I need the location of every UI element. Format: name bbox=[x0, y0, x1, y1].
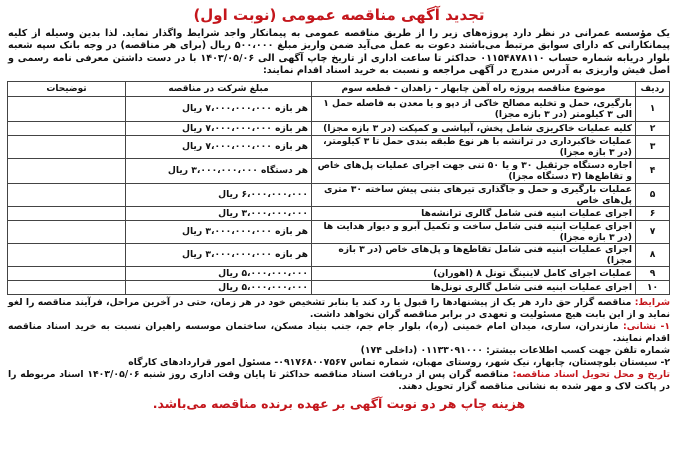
table-header-row bbox=[8, 81, 670, 96]
row-subject: اجرای عملیات ابنیه فنی شامل تقاطع‌ها و پل‌های خاص (در ۳ بازه مجزا) bbox=[312, 243, 636, 266]
table-row bbox=[8, 206, 670, 220]
row-notes bbox=[8, 280, 126, 294]
notice-title: تجدید آگهی مناقصه عمومی (نوبت اول) bbox=[193, 6, 485, 24]
table-row bbox=[8, 135, 670, 158]
row-subject: اجرای عملیات ابنیه فنی شامل گالری تونل‌ها bbox=[312, 280, 636, 294]
row-notes bbox=[8, 206, 126, 220]
row-notes bbox=[8, 121, 126, 135]
row-amount: ۵،۰۰۰،۰۰۰،۰۰۰ ریال bbox=[126, 266, 312, 280]
row-number: ۶ bbox=[636, 206, 670, 220]
tenders-table bbox=[7, 81, 670, 295]
row-amount: هر بازه ۷،۰۰۰،۰۰۰،۰۰۰ ریال bbox=[126, 96, 312, 121]
row-subject: کلیه عملیات خاکریزی شامل پخش، آبپاشی و کمپکت (در ۳ بازه مجزا) bbox=[312, 121, 636, 135]
table-row bbox=[8, 183, 670, 206]
row-number: ۱۰ bbox=[636, 280, 670, 294]
table-row bbox=[8, 220, 670, 243]
row-notes bbox=[8, 220, 126, 243]
row-number: ۹ bbox=[636, 266, 670, 280]
row-number: ۷ bbox=[636, 220, 670, 243]
row-notes bbox=[8, 266, 126, 280]
row-subject: اجرای عملیات ابنیه فنی شامل گالری ترانشه‌ها bbox=[312, 206, 636, 220]
row-subject: اجاره دستگاه جرثقیل ۳۰ و یا ۵۰ تنی جهت اجرای عملیات پل‌های خاص و تقاطع‌ها (۳ دستگاه مجزا) bbox=[312, 158, 636, 183]
row-subject: عملیات اجرای کامل لاینینگ تونل ۸ (اهوران) bbox=[312, 266, 636, 280]
row-subject: بارگیری، حمل و تخلیه مصالح خاکی از دپو و یا معدن به فاصله حمل ۱ الی ۳ کیلومتر (در ۳ بازه مجزا) bbox=[312, 96, 636, 121]
row-subject: اجرای عملیات ابنیه فنی شامل ساخت و تکمیل آبرو و دیوار هدایت ها (در ۳ بازه مجزا) bbox=[312, 220, 636, 243]
table-row bbox=[8, 280, 670, 294]
address-paragraph bbox=[8, 321, 670, 345]
row-number: ۴ bbox=[636, 158, 670, 183]
delivery-label: تاریخ و محل تحویل اسناد مناقصه: bbox=[512, 368, 671, 380]
row-notes bbox=[8, 96, 126, 121]
row-number: ۱ bbox=[636, 96, 670, 121]
row-amount: ۶،۰۰۰،۰۰۰،۰۰۰ ریال bbox=[126, 183, 312, 206]
table-row bbox=[8, 121, 670, 135]
header-amount: مبلغ شرکت در مناقصه bbox=[126, 81, 312, 96]
row-subject: عملیات خاکبرداری در ترانشه با هر نوع طبقه بندی حمل تا ۳ کیلومتر، (در ۳ بازه مجزا) bbox=[312, 135, 636, 158]
table-row bbox=[8, 96, 670, 121]
row-amount: هر بازه ۳،۰۰۰،۰۰۰،۰۰۰ ریال bbox=[126, 220, 312, 243]
row-notes bbox=[8, 183, 126, 206]
row-amount: هر دستگاه ۳،۰۰۰،۰۰۰،۰۰۰ ریال bbox=[126, 158, 312, 183]
header-subject: موضوع مناقصه پروژه راه آهن چابهار - زاهدان - قطعه سوم bbox=[312, 81, 636, 96]
row-amount: هر بازه ۷،۰۰۰،۰۰۰،۰۰۰ ریال bbox=[126, 121, 312, 135]
row-amount: ۵،۰۰۰،۰۰۰،۰۰۰ ریال bbox=[126, 280, 312, 294]
address-text: مازندران، ساری، میدان امام خمینی (ره)، بلوار جام جم، جنب بنیاد مسکن، ساختمان موسسه راهیران نسبت به خرید اسناد مناقصه اقدام نمایند. bbox=[8, 320, 670, 344]
phone-line: شماره تلفن جهت کسب اطلاعات بیشتر: ۰۱۱۳۳۰۹۱۰۰۰ (داخلی ۱۷۴) bbox=[360, 344, 670, 356]
row-amount: ۳،۰۰۰،۰۰۰،۰۰۰ ریال bbox=[126, 206, 312, 220]
conditions-paragraph bbox=[8, 297, 670, 321]
row-number: ۳ bbox=[636, 135, 670, 158]
address2-line: ۲- سیستان بلوچستان، چابهار، نیک شهر، روستای مهبان، شماره تماس ۰۹۱۷۶۸۰۰۷۵۶۷- مسئول امور قراردادهای کارگاه bbox=[128, 356, 670, 368]
row-amount: هر بازه ۳،۰۰۰،۰۰۰،۰۰۰ ریال bbox=[126, 243, 312, 266]
header-notes: توضیحات bbox=[8, 81, 126, 96]
row-notes bbox=[8, 135, 126, 158]
row-notes bbox=[8, 243, 126, 266]
table-row bbox=[8, 158, 670, 183]
row-notes bbox=[8, 158, 126, 183]
notice-intro: یک مؤسسه عمرانی در نظر دارد پروژه‌های زیر را از طریق مناقصه عمومی به پیمانکار واجد شرایط واگذار نماید. لذا بدین وسیله از کلیه پیمانکارانی که دارای سوابق مرتبط می‌باشند دعوت به عمل می‌آید ضمن واریز مبلغ ۵۰۰،۰۰۰ ریال (برای هر مناقصه) در وجه بانک سپه شعبه بلوار دریابه شماره حساب ۰۱۱۵۴۸۷۸۱۱۰ حداکثر تا ساعت اداری از تاریخ چاپ آگهی الی ۱۴۰۳/۰۵/۰۶ با در دست داشتن معرفی نامه رسمی و اصل فیش واریزی به آدرس مندرج در آگهی مراجعه و نسبت به خرید اسناد اقدام نمایند: bbox=[8, 28, 670, 77]
conditions-text: مناقصه گزار حق دارد هر یک از پیشنهادها را قبول یا رد کند یا بنابر تشخیص خود در هر زمان، حتی در آخرین مراحل، فرآیند مناقصه را لغو نماید و از این بابت هیچ مسئولیت و تعهدی در برابر مناقصه گران نخواهد داشت. bbox=[8, 296, 670, 320]
closing-note: هزینه چاپ هر دو نوبت آگهی بر عهده برنده مناقصه می‌باشد. bbox=[152, 395, 526, 411]
conditions-label: شرایط: bbox=[634, 296, 670, 308]
row-subject: عملیات بارگیری و حمل و جاگذاری تیرهای بتنی پیش ساخته ۳۰ متری پل‌های خاص bbox=[312, 183, 636, 206]
table-row bbox=[8, 266, 670, 280]
row-number: ۲ bbox=[636, 121, 670, 135]
address-label: ۱- نشانی: bbox=[623, 320, 670, 332]
row-number: ۵ bbox=[636, 183, 670, 206]
notice-footer bbox=[8, 297, 670, 393]
table-row bbox=[8, 243, 670, 266]
row-amount: هر بازه ۷،۰۰۰،۰۰۰،۰۰۰ ریال bbox=[126, 135, 312, 158]
delivery-text: مناقصه گران پس از دریافت اسناد مناقصه حداکثر تا پایان وقت اداری روز شنبه ۱۴۰۳/۰۵/۰۶ اسناد مربوطه را در پاکت لاک و مهر شده به نشانی مناقصه گزار تحویل دهند. bbox=[8, 368, 670, 392]
header-row-number: ردیف bbox=[636, 81, 670, 96]
delivery-paragraph bbox=[8, 369, 670, 393]
row-number: ۸ bbox=[636, 243, 670, 266]
